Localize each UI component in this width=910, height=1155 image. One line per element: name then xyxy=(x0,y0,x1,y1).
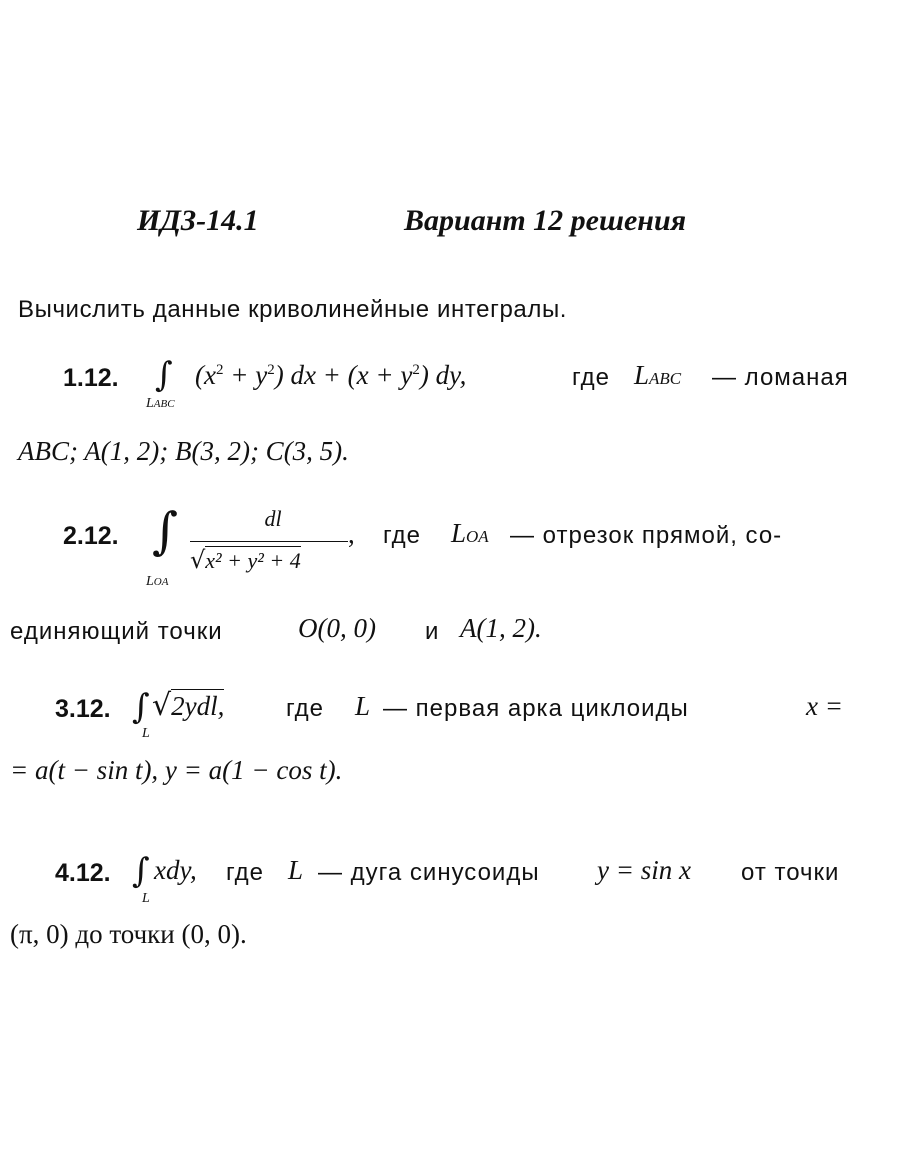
sine-equation: y = sin x xyxy=(597,855,691,885)
problem-number: 4.12. xyxy=(55,859,111,887)
point-a: A(1, 2). xyxy=(460,613,542,643)
endpoints: (π, 0) до точки (0, 0). xyxy=(10,919,247,949)
curve-name: LABC xyxy=(634,360,682,390)
curve-description: — первая арка циклоиды xyxy=(383,695,689,722)
fraction-bar xyxy=(190,541,348,542)
integral-subscript: L xyxy=(142,891,150,906)
variant-title: Вариант 12 решения xyxy=(404,204,687,237)
fraction-denominator: √x² + y² + 4 xyxy=(190,546,301,574)
task-statement: Вычислить данные криволинейные интегралы. xyxy=(18,296,568,323)
integral-subscript: LABC xyxy=(146,396,175,411)
curve-name: L xyxy=(355,691,371,721)
curve-description: — ломаная xyxy=(712,364,849,391)
curve-description: — отрезок прямой, со- xyxy=(510,522,783,549)
equation-start: x = xyxy=(806,691,843,721)
integral-sign: ∫ xyxy=(152,502,179,560)
curve-description: — дуга синусоиды xyxy=(318,859,540,886)
integral-subscript: L xyxy=(142,726,150,741)
doc-code: ИДЗ-14.1 xyxy=(137,204,259,237)
fraction-numerator: dl xyxy=(264,506,282,531)
comma: , xyxy=(348,519,355,549)
and-word: и xyxy=(425,618,440,645)
where-word: где xyxy=(383,522,422,549)
problem-number: 3.12. xyxy=(55,695,111,723)
from-point: от точки xyxy=(741,859,840,886)
problem-number: 1.12. xyxy=(63,364,119,392)
integrand: xdy, xyxy=(154,855,197,885)
fraction xyxy=(188,506,348,532)
integral-sign: ∫ xyxy=(155,355,173,395)
point-o: O(0, 0) xyxy=(298,613,376,643)
description-cont: единяющий точки xyxy=(10,618,223,645)
integrand: $(x^2 + y^2)$ dx + $(x + y^2)$ dy, xyxy=(195,360,467,390)
integral-sign: ∫ xyxy=(132,687,150,727)
integral-sign: ∫ xyxy=(132,851,150,891)
points-list: ABC; A(1, 2); B(3, 2); C(3, 5). xyxy=(18,436,349,466)
cycloid-equations: = a(t − sin t), y = a(1 − cos t). xyxy=(10,755,343,785)
where-word: где xyxy=(226,859,265,886)
problem-number: 2.12. xyxy=(63,522,119,550)
curve-name: LOA xyxy=(451,518,489,548)
where-word: где xyxy=(572,364,611,391)
where-word: где xyxy=(286,695,325,722)
curve-name: L xyxy=(288,855,304,885)
integrand: √2ydl, xyxy=(152,688,225,723)
integral-subscript: LOA xyxy=(146,574,169,589)
